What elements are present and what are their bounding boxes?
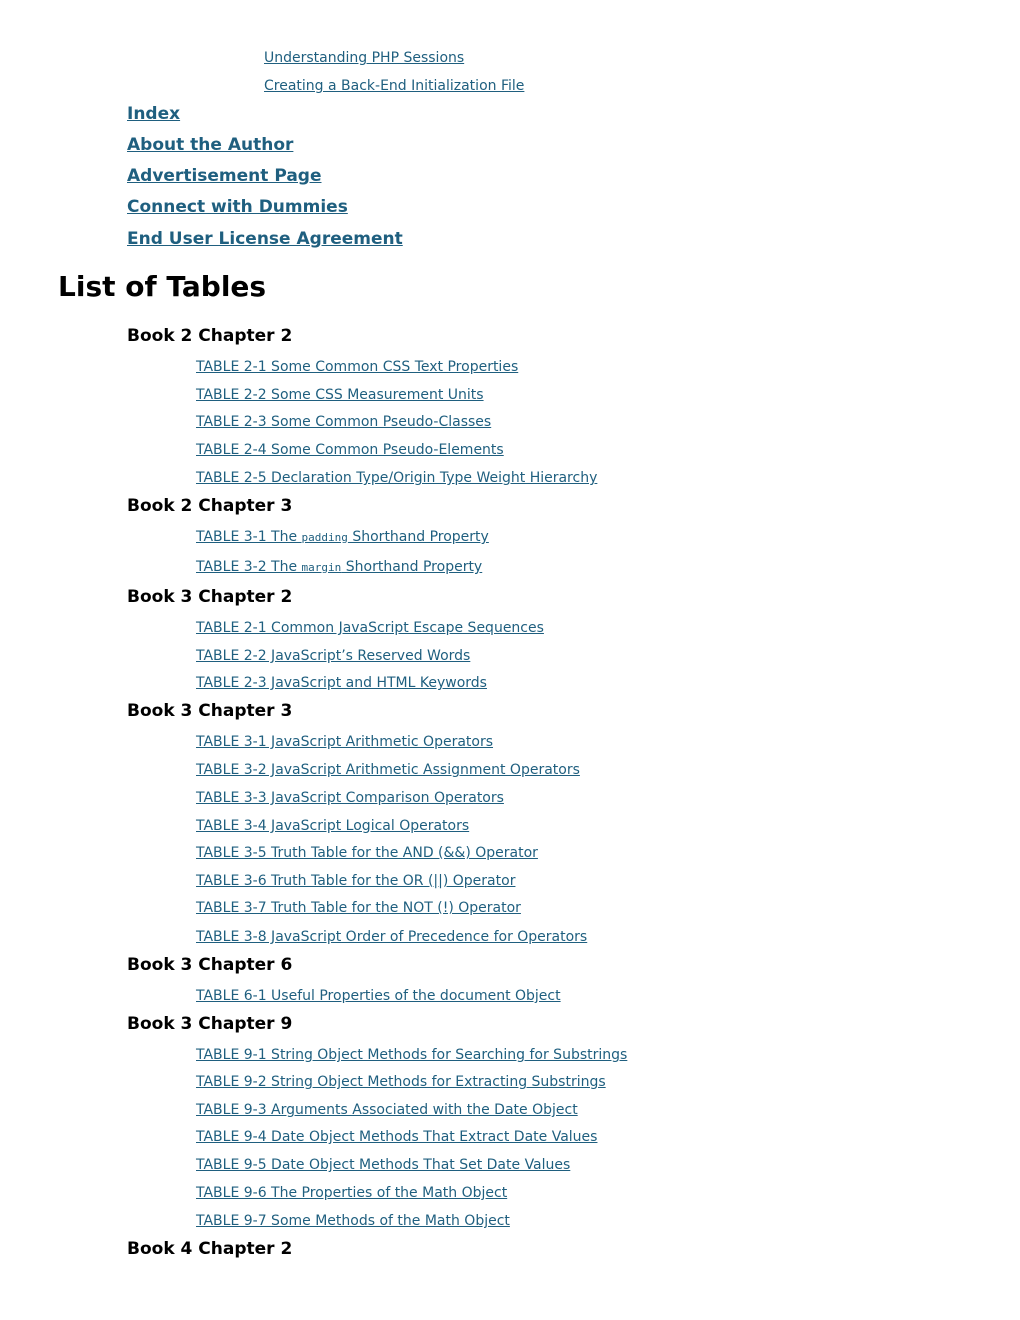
table-link[interactable]: TABLE 2-1 Some Common CSS Text Properties: [196, 359, 519, 375]
toc-link-backend-init-file[interactable]: Creating a Back-End Initialization File: [264, 78, 525, 94]
list-of-tables-heading: List of Tables: [58, 270, 267, 303]
chapter-heading: Book 3 Chapter 9: [127, 1014, 293, 1034]
table-link[interactable]: TABLE 9-2 String Object Methods for Extracting Substrings: [196, 1074, 606, 1090]
toc-link-eula[interactable]: End User License Agreement: [127, 229, 403, 249]
chapter-heading: Book 4 Chapter 2: [127, 1239, 293, 1259]
toc-link-about-author[interactable]: About the Author: [127, 135, 294, 155]
table-link[interactable]: TABLE 3-2 JavaScript Arithmetic Assignment Operators: [196, 762, 580, 778]
toc-link-advertisement-page[interactable]: Advertisement Page: [127, 166, 322, 186]
table-link[interactable]: TABLE 9-5 Date Object Methods That Set Date Values: [196, 1157, 571, 1173]
table-link[interactable]: [196, 559, 482, 575]
table-link[interactable]: TABLE 3-5 Truth Table for the AND (&&) Operator: [196, 845, 538, 861]
code-term: margin: [301, 561, 342, 574]
table-link[interactable]: TABLE 3-7 Truth Table for the NOT (!) Operator: [196, 900, 521, 916]
table-link[interactable]: TABLE 6-1 Useful Properties of the document Object: [196, 988, 561, 1004]
table-link[interactable]: TABLE 3-1 JavaScript Arithmetic Operators: [196, 734, 494, 750]
table-link[interactable]: TABLE 2-1 Common JavaScript Escape Sequences: [196, 620, 544, 636]
table-link[interactable]: TABLE 2-3 JavaScript and HTML Keywords: [196, 675, 487, 691]
table-link[interactable]: TABLE 3-3 JavaScript Comparison Operators: [196, 790, 504, 806]
table-link-text: TABLE 3-2 The: [196, 559, 302, 575]
chapter-heading: Book 3 Chapter 6: [127, 955, 293, 975]
table-link[interactable]: TABLE 3-4 JavaScript Logical Operators: [196, 818, 470, 834]
table-link[interactable]: TABLE 2-3 Some Common Pseudo-Classes: [196, 414, 492, 430]
chapter-heading: Book 3 Chapter 2: [127, 587, 293, 607]
table-link[interactable]: TABLE 3-8 JavaScript Order of Precedence for Operators: [196, 929, 588, 945]
table-link[interactable]: TABLE 9-1 String Object Methods for Searching for Substrings: [196, 1047, 628, 1063]
table-link[interactable]: TABLE 2-2 JavaScript’s Reserved Words: [196, 648, 471, 664]
code-term: padding: [301, 531, 348, 544]
chapter-heading: Book 2 Chapter 2: [127, 326, 293, 346]
toc-link-connect-with-dummies[interactable]: Connect with Dummies: [127, 197, 348, 217]
table-link-text: Shorthand Property: [347, 529, 489, 545]
table-link-text: Shorthand Property: [341, 559, 483, 575]
table-link[interactable]: TABLE 3-6 Truth Table for the OR (||) Operator: [196, 873, 516, 889]
table-link[interactable]: TABLE 9-7 Some Methods of the Math Object: [196, 1213, 510, 1229]
table-link[interactable]: TABLE 2-2 Some CSS Measurement Units: [196, 387, 484, 403]
chapter-heading: Book 2 Chapter 3: [127, 496, 293, 516]
table-link[interactable]: TABLE 2-4 Some Common Pseudo-Elements: [196, 442, 504, 458]
table-link-text: TABLE 3-1 The: [196, 529, 302, 545]
table-link[interactable]: TABLE 9-6 The Properties of the Math Object: [196, 1185, 508, 1201]
toc-link-index[interactable]: Index: [127, 104, 181, 124]
chapter-heading: Book 3 Chapter 3: [127, 701, 293, 721]
table-link[interactable]: TABLE 2-5 Declaration Type/Origin Type Weight Hierarchy: [196, 470, 598, 486]
table-link[interactable]: TABLE 9-3 Arguments Associated with the Date Object: [196, 1102, 578, 1118]
table-link[interactable]: TABLE 9-4 Date Object Methods That Extract Date Values: [196, 1129, 598, 1145]
toc-link-understanding-php-sessions[interactable]: Understanding PHP Sessions: [264, 50, 465, 66]
table-link[interactable]: [196, 529, 489, 545]
